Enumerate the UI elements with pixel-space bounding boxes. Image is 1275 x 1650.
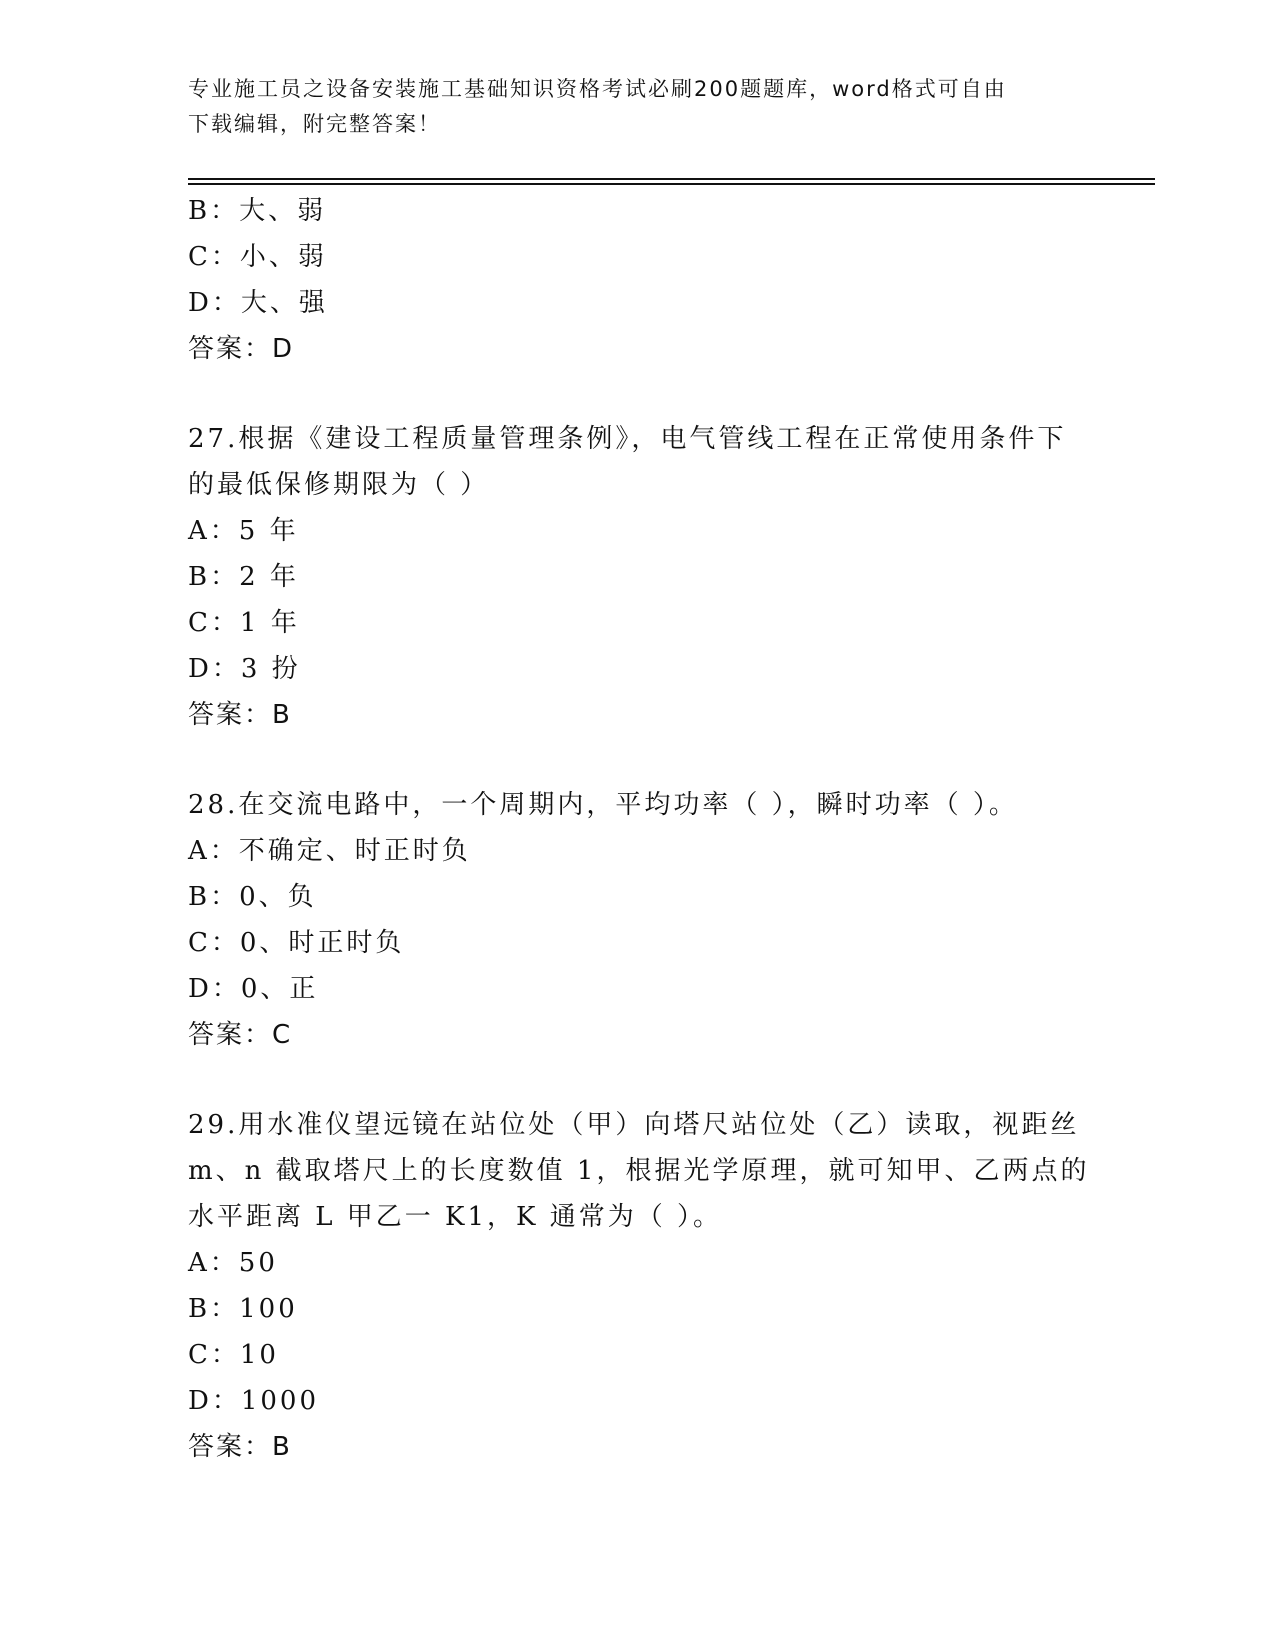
option-b: B：0、负 xyxy=(188,882,317,912)
option-b: B：大、弱 xyxy=(188,196,327,226)
header-divider-top xyxy=(188,178,1155,180)
header-line-2: 下载编辑，附完整答案！ xyxy=(188,112,441,136)
option-d: D：1000 xyxy=(188,1386,320,1416)
answer-text: 答案：C xyxy=(188,1020,293,1050)
header-divider-bottom xyxy=(188,183,1155,185)
question-26-tail xyxy=(188,188,1088,372)
question-text-line: m、n 截取塔尺上的长度数值 1，根据光学原理，就可知甲、乙两点的 xyxy=(188,1156,1090,1186)
option-d: D：3 扮 xyxy=(188,654,301,684)
question-text-line: 28.在交流电路中，一个周期内，平均功率（ ），瞬时功率（ ）。 xyxy=(188,790,1018,820)
question-text-line: 29.用水准仪望远镜在站位处（甲）向塔尺站位处（乙）读取，视距丝 xyxy=(188,1110,1080,1140)
option-d: D：大、强 xyxy=(188,288,328,318)
option-d: D：0、正 xyxy=(188,974,319,1004)
header-line-1: 专业施工员之设备安装施工基础知识资格考试必刷200题题库，word格式可自由 xyxy=(188,77,1007,101)
option-b: B：2 年 xyxy=(188,562,299,592)
option-b: B：100 xyxy=(188,1294,298,1324)
question-text-line: 的最低保修期限为（ ） xyxy=(188,470,490,500)
question-text-line: 27.根据《建设工程质量管理条例》，电气管线工程在正常使用条件下 xyxy=(188,424,1067,454)
answer-text: 答案：B xyxy=(188,700,292,730)
answer-text: 答案：B xyxy=(188,1432,292,1462)
question-29 xyxy=(188,1102,1088,1470)
question-content xyxy=(188,188,1088,1470)
question-text-line: 水平距离 L 甲乙一 K1，K 通常为（ ）。 xyxy=(188,1202,722,1232)
option-a: A：5 年 xyxy=(188,516,299,546)
question-27 xyxy=(188,416,1088,738)
answer-text: 答案：D xyxy=(188,334,295,364)
option-c: C：1 年 xyxy=(188,608,300,638)
option-c: C：0、时正时负 xyxy=(188,928,405,958)
option-a: A：50 xyxy=(188,1248,278,1278)
question-28 xyxy=(188,782,1088,1058)
option-a: A：不确定、时正时负 xyxy=(188,836,471,866)
document-header xyxy=(188,72,1068,142)
option-c: C：10 xyxy=(188,1340,279,1370)
option-c: C：小、弱 xyxy=(188,242,327,272)
